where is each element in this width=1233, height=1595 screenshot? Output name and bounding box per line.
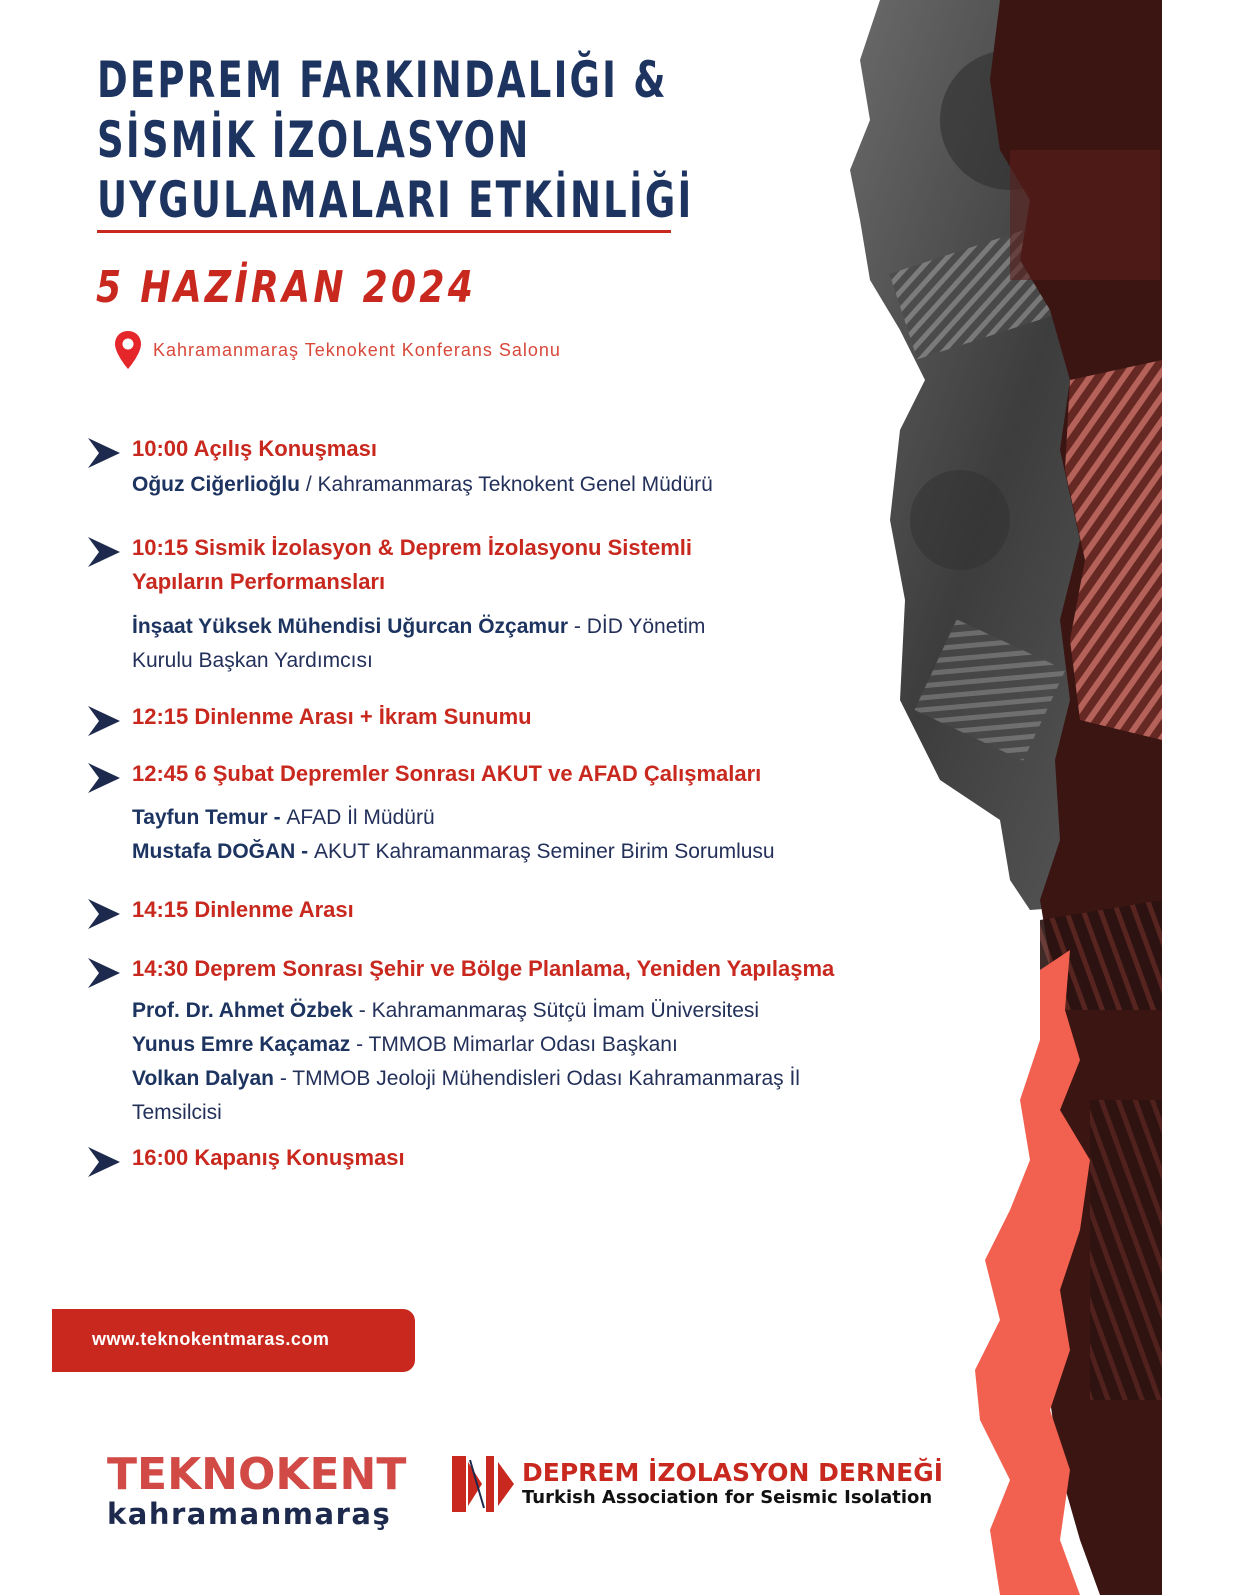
agenda-speaker <box>132 1028 912 1062</box>
teknokent-logo <box>107 1449 407 1531</box>
speaker-role: AFAD İl Müdürü <box>286 806 435 829</box>
chevron-right-icon <box>88 706 120 736</box>
speaker-name: Yunus Emre Kaçamaz <box>132 1033 351 1056</box>
website-url[interactable]: www.teknokentmaras.com <box>92 1329 330 1349</box>
speaker-name: Mustafa DOĞAN - <box>132 840 315 863</box>
agenda-speaker <box>132 610 912 644</box>
did-logo-text <box>522 1459 943 1509</box>
speaker-role: - TMMOB Jeoloji Mühendisleri Odası Kahramanmaraş İl <box>274 1067 800 1090</box>
agenda-item-title: 12:45 6 Şubat Depremler Sonrası AKUT ve AFAD Çalışmaları <box>132 761 762 786</box>
chevron-right-icon <box>88 438 120 468</box>
agenda-item-title <box>132 531 952 599</box>
event-date: 5 HAZİRAN 2024 <box>96 262 477 313</box>
teknokent-logo-line1: TEKNOKENT <box>107 1449 407 1500</box>
agenda-speaker <box>132 801 912 835</box>
speaker-role: Kurulu Başkan Yardımcısı <box>132 649 373 672</box>
did-emblem-icon <box>448 1452 518 1516</box>
event-title-line-2: SİSMİK İZOLASYON <box>97 111 531 169</box>
agenda-speaker <box>132 1062 912 1096</box>
teknokent-logo-line2: kahramanmaraş <box>107 1497 392 1531</box>
speaker-role: / Kahramanmaraş Teknokent Genel Müdürü <box>300 473 713 496</box>
agenda-item-title-line: 10:15 Sismik İzolasyon & Deprem İzolasyonu Sistemli <box>132 535 692 560</box>
speaker-name: Prof. Dr. Ahmet Özbek <box>132 999 353 1022</box>
speaker-role: - DİD Yönetim <box>568 615 706 638</box>
agenda-speaker <box>132 468 912 502</box>
chevron-right-icon <box>88 763 120 793</box>
speaker-role: - TMMOB Mimarlar Odası Başkanı <box>350 1033 678 1056</box>
speaker-name: Oğuz Ciğerlioğlu <box>132 473 300 496</box>
chevron-right-icon <box>88 958 120 988</box>
chevron-right-icon <box>88 1147 120 1177</box>
agenda-item-title: 10:00 Açılış Konuşması <box>132 436 377 461</box>
location-text: Kahramanmaraş Teknokent Konferans Salonu <box>153 339 561 360</box>
agenda-speaker <box>132 1096 912 1130</box>
agenda-item-title: 12:15 Dinlenme Arası + İkram Sunumu <box>132 704 532 729</box>
agenda-speaker <box>132 994 912 1028</box>
speaker-role: - Kahramanmaraş Sütçü İmam Üniversitesi <box>352 999 760 1022</box>
speaker-name: Volkan Dalyan <box>132 1067 274 1090</box>
did-logo-line1: DEPREM İZOLASYON DERNEĞİ <box>522 1458 944 1487</box>
agenda-item-title: 14:15 Dinlenme Arası <box>132 897 354 922</box>
did-logo <box>448 1452 943 1516</box>
agenda-item-title-line: Yapıların Performansları <box>132 569 386 594</box>
location-pin-icon <box>113 330 143 370</box>
title-divider <box>97 230 671 233</box>
speaker-name: İnşaat Yüksek Mühendisi Uğurcan Özçamur <box>132 615 569 638</box>
event-title <box>97 50 694 230</box>
speaker-role: AKUT Kahramanmaraş Seminer Birim Sorumlusu <box>314 840 775 863</box>
did-logo-line2: Turkish Association for Seismic Isolation <box>522 1487 933 1508</box>
speaker-role: Temsilcisi <box>132 1101 222 1124</box>
agenda-speaker <box>132 644 912 678</box>
agenda-speaker <box>132 835 912 869</box>
agenda-item-title: 16:00 Kapanış Konuşması <box>132 1145 405 1170</box>
event-location <box>113 330 561 370</box>
website-link[interactable] <box>52 1309 415 1372</box>
chevron-right-icon <box>88 537 120 567</box>
speaker-name: Tayfun Temur - <box>132 806 287 829</box>
event-title-line-1: DEPREM FARKINDALIĞI & <box>97 51 668 109</box>
agenda-item-title: 14:30 Deprem Sonrası Şehir ve Bölge Planlama, Yeniden Yapılaşma <box>132 956 835 981</box>
chevron-right-icon <box>88 899 120 929</box>
event-title-line-3: UYGULAMALARI ETKİNLİĞİ <box>97 171 694 229</box>
